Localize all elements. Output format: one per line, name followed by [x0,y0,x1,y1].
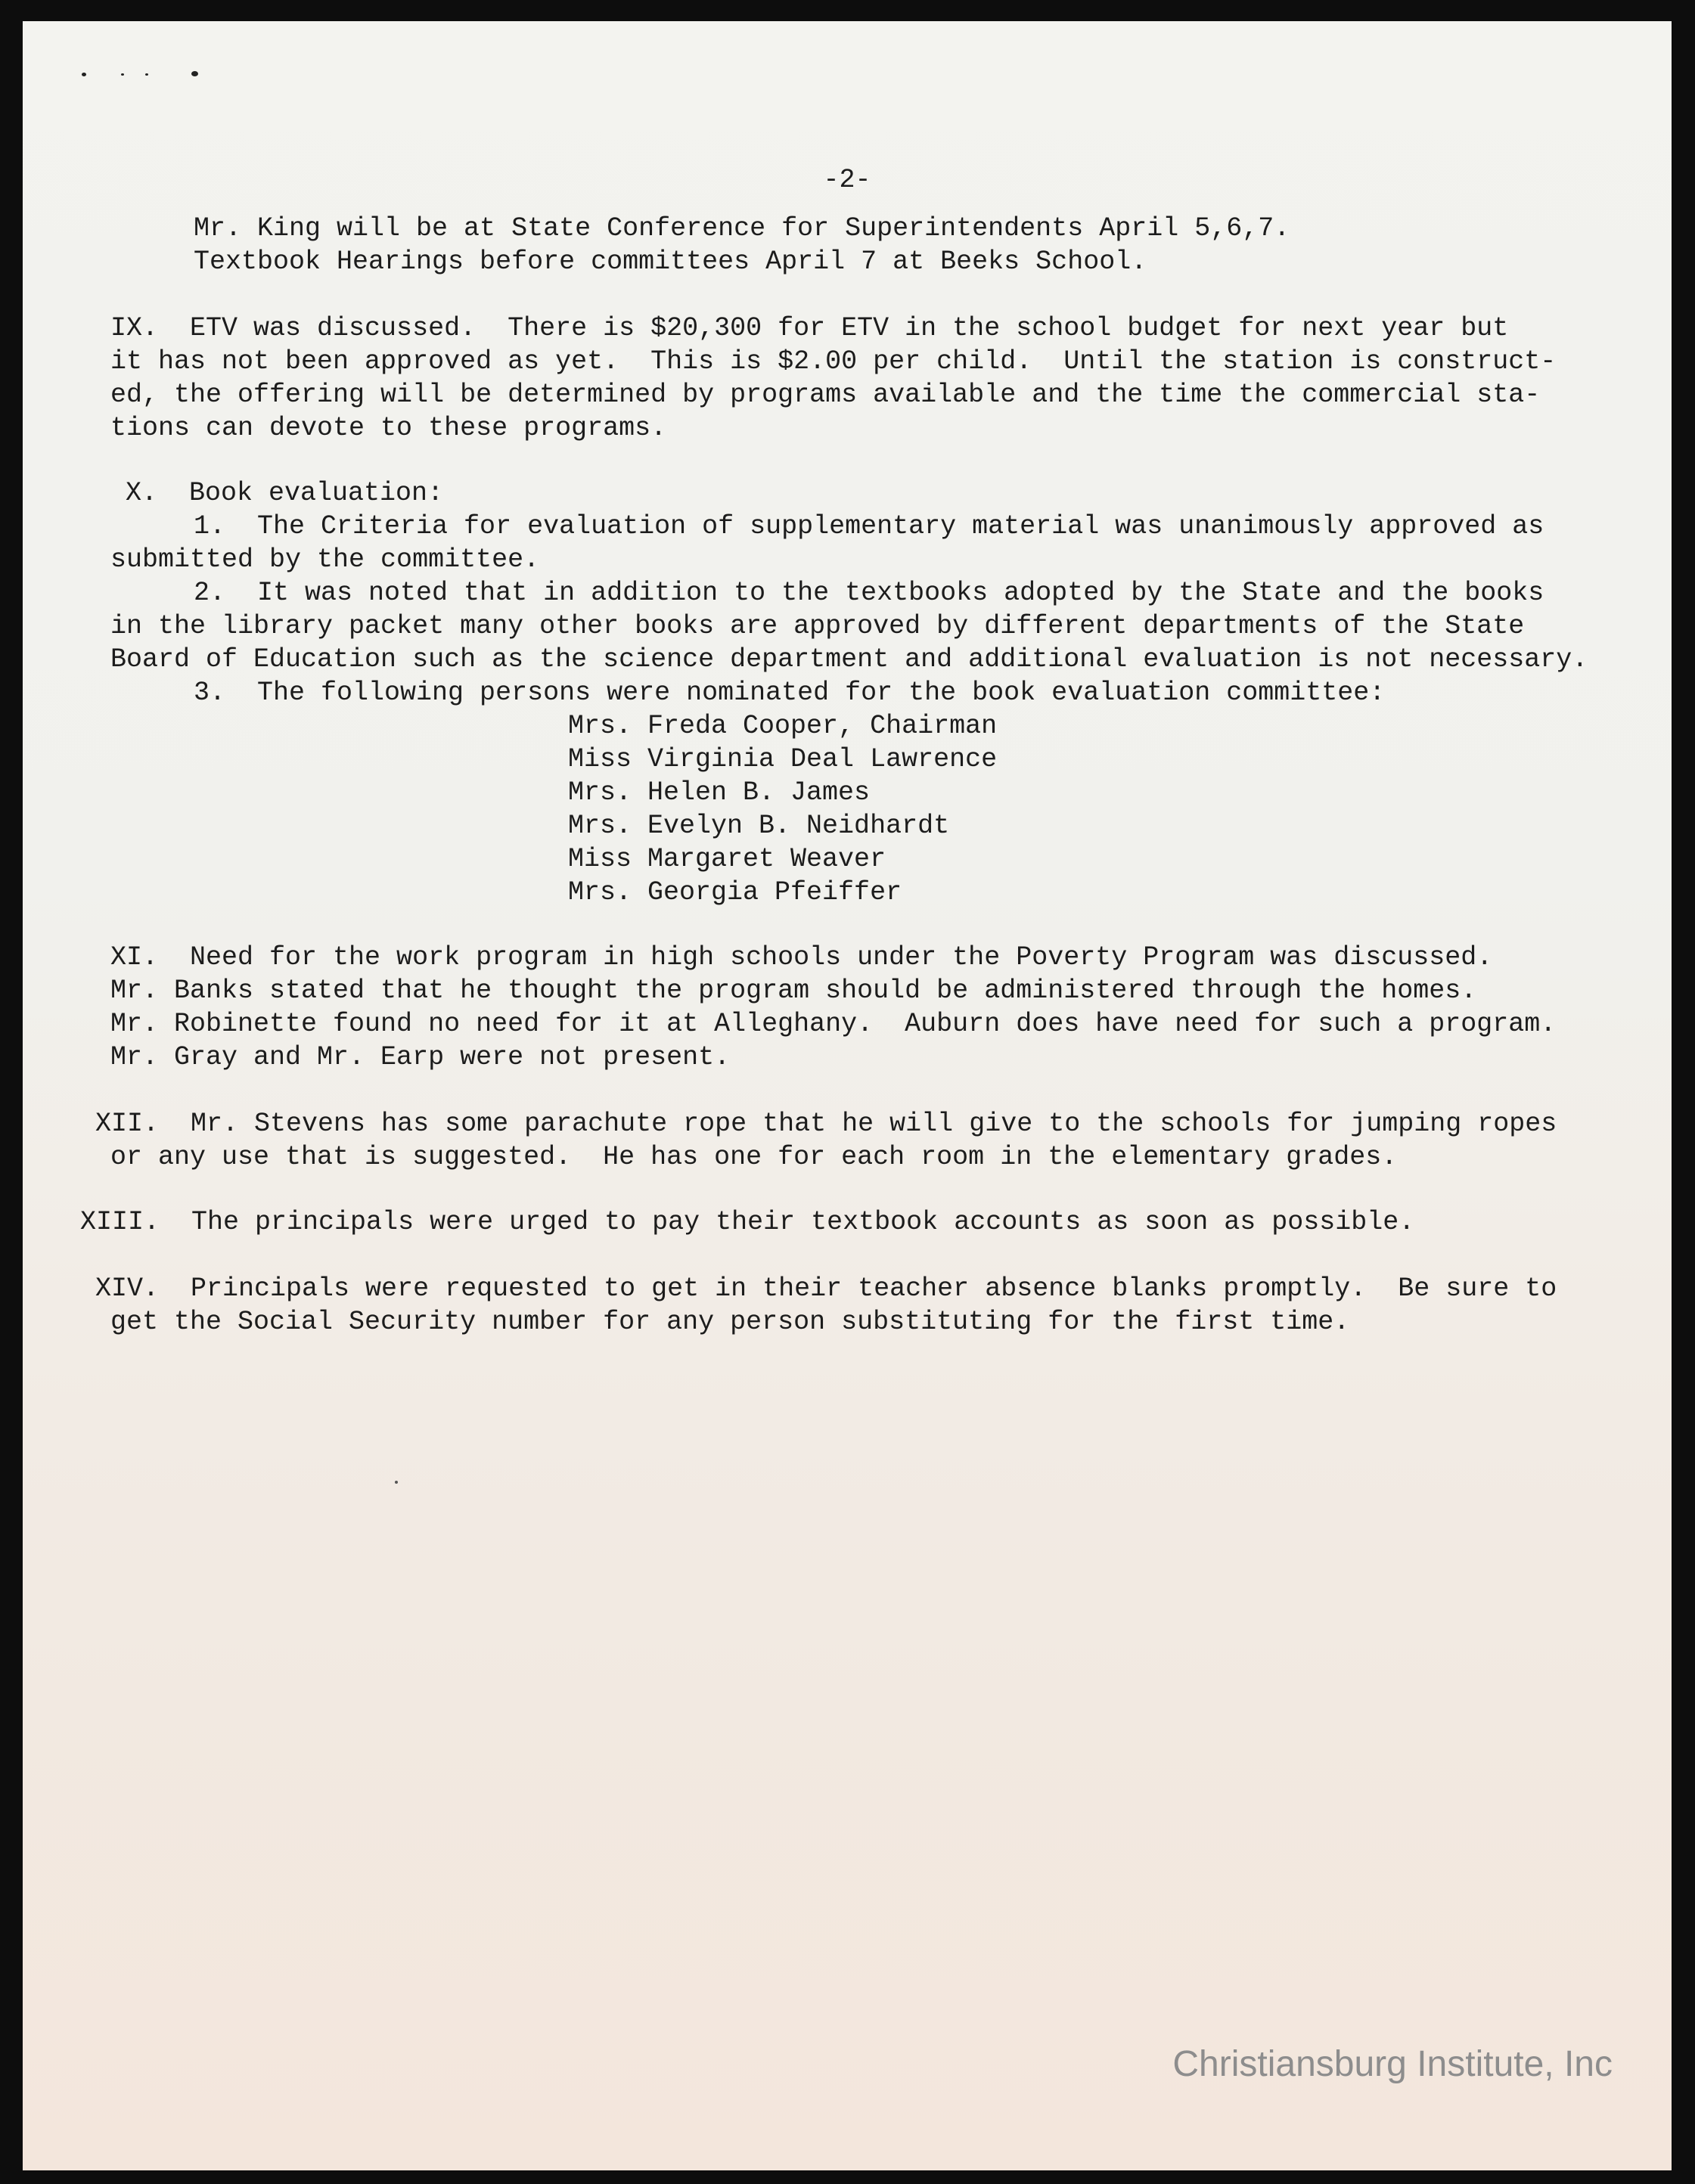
intro-line-2: Textbook Hearings before committees April 7 at Beeks School. [194,247,1147,277]
nominee-2: Miss Virginia Deal Lawrence [568,744,998,774]
page-number: -2- [823,165,871,195]
section-xii-line-1: XII. Mr. Stevens has some parachute rope that he will give to the schools for jumping ropes [95,1109,1557,1139]
section-xii-line-2: or any use that is suggested. He has one for each room in the elementary grades. [110,1142,1398,1172]
section-xiv-line-2: get the Social Security number for any person substituting for the first time. [110,1307,1350,1337]
speck [191,71,198,76]
section-xi-line-2: Mr. Banks stated that he thought the program should be administered through the homes. [110,976,1477,1006]
section-xi-line-1: XI. Need for the work program in high schools under the Poverty Program was discussed. [110,942,1493,973]
paper-speck [395,1481,398,1484]
section-ix-line-4: tions can devote to these programs. [110,413,667,443]
nominee-1: Mrs. Freda Cooper, Chairman [568,711,998,741]
section-xi-line-3: Mr. Robinette found no need for it at Alleghany. Auburn does have need for such a program. [110,1009,1557,1039]
paper-specks [82,70,210,77]
nominee-5: Miss Margaret Weaver [568,844,886,874]
section-x-item3: 3. The following persons were nominated for the book evaluation committee: [194,678,1386,708]
speck [82,73,86,76]
section-x-item1-line-1: 1. The Criteria for evaluation of supplementary material was unanimously approved as [194,511,1544,541]
section-ix-line-3: ed, the offering will be determined by programs available and the time the commercial sta- [110,380,1541,410]
nominee-4: Mrs. Evelyn B. Neidhardt [568,811,950,841]
intro-line-1: Mr. King will be at State Conference for Superintendents April 5,6,7. [194,213,1290,244]
section-x-heading: X. Book evaluation: [126,478,444,508]
section-xiii: XIII. The principals were urged to pay their textbook accounts as soon as possible. [80,1207,1415,1237]
section-ix-line-1: IX. ETV was discussed. There is $20,300 for ETV in the school budget for next year but [110,313,1509,343]
archive-watermark: Christiansburg Institute, Inc [1172,2044,1613,2084]
section-xi-line-4: Mr. Gray and Mr. Earp were not present. [110,1042,731,1072]
speck [121,73,124,76]
section-xiv-line-1: XIV. Principals were requested to get in their teacher absence blanks promptly. Be sure to [95,1273,1557,1304]
section-x-item2-line-3: Board of Education such as the science department and additional evaluation is not necessary. [110,644,1588,675]
speck [145,73,148,76]
nominee-3: Mrs. Helen B. James [568,777,871,808]
section-x-item2-line-1: 2. It was noted that in addition to the textbooks adopted by the State and the books [194,578,1544,608]
section-x-item2-line-2: in the library packet many other books are approved by different departments of the State [110,611,1525,641]
section-x-item1-line-2: submitted by the committee. [110,544,540,575]
section-ix-line-2: it has not been approved as yet. This is $2.00 per child. Until the station is construct- [110,346,1557,377]
document-page [23,21,1672,2170]
nominee-6: Mrs. Georgia Pfeiffer [568,877,902,907]
